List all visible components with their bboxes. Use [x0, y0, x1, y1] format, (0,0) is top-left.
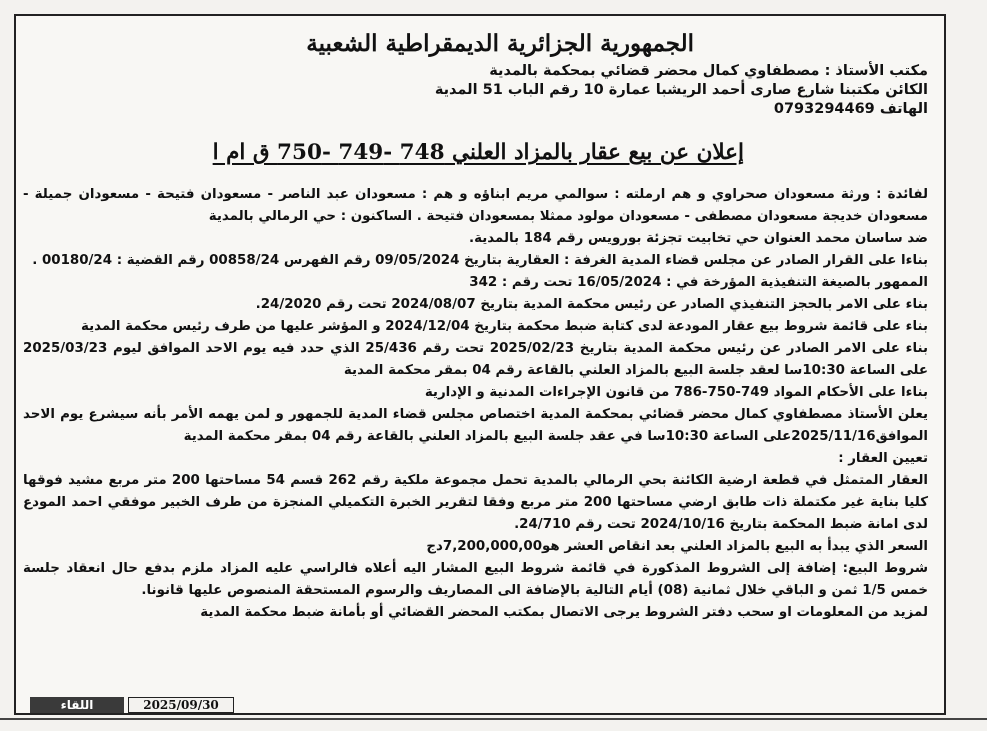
body-paragraph: الممهور بالصيغة التنفيذية المؤرخة في : 16/05/2024 تحت رقم : 342 [469, 275, 928, 290]
body-paragraph: بناء على الامر الصادر عن رئيس محكمة المدية بتاريخ 2025/02/23 تحت رقم 25/436 الذي حدد فيه يوم الاحد الموافق ليوم 2025/03/23 على الساعة 10:30سا لعقد جلسة البيع بالمزاد العلني بالقاعة رقم 04 بمقر محكمة المدية [23, 341, 928, 378]
phone-line [774, 100, 928, 119]
phone-label: الهاتف [879, 101, 928, 117]
body-paragraph: يعلن الأستاذ مصطفاوي كمال محضر قضائي بمحكمة المدية اختصاص مجلس قضاء المدية للجمهور و لمن يهمه الأمر بأنه سيشرع يوم الاحد الموافق2025/11/16على الساعة 10:30سا في عقد جلسة البيع بالمزاد العلني بالقاعة رقم 04 بمقر محكمة المدية [23, 407, 928, 444]
body-paragraph: بناء على الامر بالحجز التنفيذي الصادر عن رئيس محكمة المدية بتاريخ 2024/08/07 تحت رقم 24/2020. [255, 297, 928, 312]
body-paragraph: تعيين العقار : [838, 451, 928, 466]
body-paragraph: شروط البيع: إضافة إلى الشروط المذكورة في قائمة شروط البيع المشار اليه أعلاه فالراسي عليه المزاد ملزم بدفع حال انعقاد جلسة خمس 1/5 ثمن و الباقي خلال ثمانية (08) أيام التالية بالإضافة الى المصاريف والرسوم المستحقة المنصوص عليها قانونا. [23, 561, 928, 598]
body-paragraph: ضد ساسان محمد العنوان حي تخابيت تجزئة بورويس رقم 184 بالمدية. [469, 231, 928, 246]
page-divider [0, 718, 987, 720]
bailiff-office-line: مكتب الأستاذ : مصطفاوي كمال محضر قضائي بمحكمة بالمدية [489, 63, 928, 79]
body-paragraph: بناءا على القرار الصادر عن مجلس قضاء المدية الغرفة : العقارية بتاريخ 09/05/2024 رقم الفهرس 00858/24 رقم القضية : 00180/24 . [32, 253, 928, 268]
notice-frame [14, 14, 946, 715]
body-paragraph: العقار المتمثل في قطعة ارضية الكائنة بحي الرمالي بالمدية تحمل مجموعة ملكية رقم 262 قسم 54 مساحتها 200 متر مربع مشيد فوقها كليا بناية غير مكتملة ذات طابق ارضي مساحتها 200 متر مربع وفقا لتقرير الخبرة التكميلي المنجزة من طرف الخبير موفقي احمد المودع لدى امانة ضبط المحكمة بتاريخ 2024/10/16 تحت رقم 24/710. [23, 473, 928, 532]
country-heading: الجمهورية الجزائرية الديمقراطية الشعبية [306, 30, 694, 57]
body-paragraph: لمزيد من المعلومات او سحب دفتر الشروط يرجى الاتصال بمكتب المحضر القضائي أو بأمانة ضبط محكمة المدية [200, 605, 928, 620]
body-paragraph: السعر الذي يبدأ به البيع بالمزاد العلني بعد انقاص العشر هو7,200,000,00دج [426, 539, 928, 554]
body-paragraph: لفائدة : ورثة مسعودان صحراوي و هم ارملته : سوالمي مريم ابناؤه و هم : مسعودان عبد الناصر - مسعودان فتيحة - مسعودان جميلة - مسعودان خديجة مسعودان مصطفى - مسعودان مولود ممثلا بمسعودان فتيحة . الساكنون : حي الرمالي بالمدية [23, 187, 928, 224]
newspaper-name: اللقاء [30, 697, 124, 713]
body-paragraph: بناء على قائمة شروط بيع عقار المودعة لدى كتابة ضبط محكمة بتاريخ 2024/12/04 و المؤشر عليها من طرف رئيس محكمة المدية [80, 319, 928, 334]
body-paragraph: بناءا على الأحكام المواد 749-750-786 من قانون الإجراءات المدنية و الإدارية [424, 385, 928, 400]
announcement-body [23, 184, 928, 624]
office-address-line: الكائن مكتبنا شارع صارى أحمد الريشبا عمارة 10 رقم الباب 51 المدية [434, 82, 928, 98]
publication-date: 2025/09/30 [128, 697, 234, 713]
announcement-title: إعلان عن بيع عقار بالمزاد العلني 748 -749 -750 ق ام ا [212, 140, 744, 165]
phone-number: 0793294469 [773, 101, 875, 117]
publication-footer [30, 697, 235, 713]
